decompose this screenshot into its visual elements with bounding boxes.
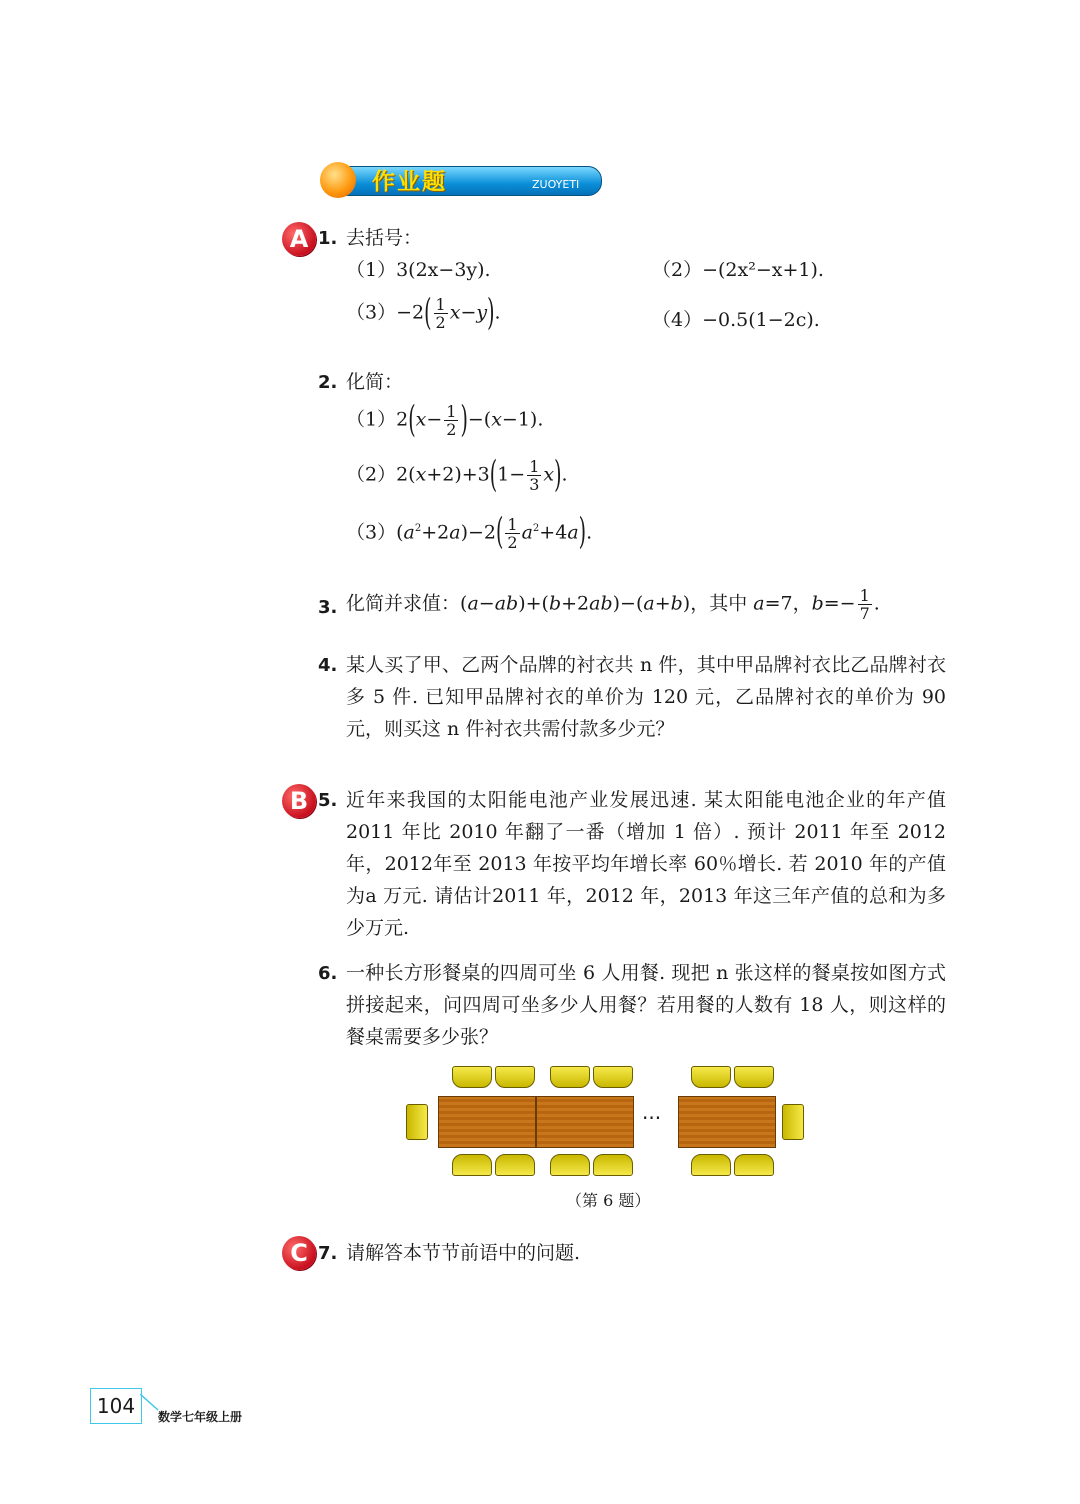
q6-text: 一种长方形餐桌的四周可坐 6 人用餐. 现把 n 张这样的餐桌按如图方式拼接起来，问四周可坐多少人用餐？若用餐的人数有 18 人，则这样的餐桌需要多少张？ (346, 962, 946, 1048)
q3-text: 化简并求值：(a−ab)+(b+2ab)−(a+b)，其中 a=7，b=− $\frac{1}{7}$ . (346, 586, 880, 623)
section-banner (320, 160, 602, 198)
q5-number: 5. (318, 790, 338, 811)
q1-part4: （4）−0.5(1−2c). (652, 309, 820, 331)
chair (734, 1154, 774, 1176)
q3-number: 3. (318, 597, 338, 618)
q7-text: 请解答本节节前语中的问题. (346, 1242, 581, 1264)
chair (550, 1066, 590, 1088)
chair (406, 1104, 428, 1140)
q2-part1: （1）2(x− $\frac{1}{2}$ )−(x−1). (346, 398, 544, 441)
q1-part3: （3）−2( $\frac{1}{2}$ x−y). (346, 291, 501, 334)
chair (495, 1154, 535, 1176)
table-figure (400, 1062, 820, 1182)
q4-number: 4. (318, 655, 338, 676)
q1-part1: （1）3(2x−3y). (346, 259, 491, 281)
q4-text: 某人买了甲、乙两个品牌的衬衣共 n 件，其中甲品牌衬衣比乙品牌衬衣多 5 件. 已知甲品牌衬衣的单价为 120 元，乙品牌衬衣的单价为 90 元，则买这 n 件衬衣共需付款多少元？ (346, 654, 946, 740)
page-tab-line (140, 1392, 160, 1416)
orange-ball-icon (320, 162, 356, 198)
q2-number: 2. (318, 372, 338, 393)
q2-part2: （2）2(x+2)+3(1− $\frac{1}{3}$ x). (346, 453, 568, 496)
q6-number: 6. (318, 963, 338, 984)
chair (550, 1154, 590, 1176)
figure-caption: （第 6 题） (566, 1191, 651, 1210)
banner-subtitle: ZUOYETI (532, 178, 580, 191)
chair (782, 1104, 804, 1140)
chair (691, 1066, 731, 1088)
level-c-badge: C (282, 1236, 316, 1270)
q1-title: 去括号： (346, 227, 423, 249)
dining-table (438, 1096, 536, 1148)
ellipsis: ··· (642, 1106, 662, 1130)
dining-table (678, 1096, 776, 1148)
q2-part3: $(3)(a^2+2a)-2$( $\frac{1}{2}$ $a^2+4a$). (346, 511, 593, 554)
page-number: 104 (96, 1394, 136, 1418)
chair (452, 1066, 492, 1088)
banner-title: 作业题 (372, 169, 447, 195)
chair (593, 1154, 633, 1176)
q2-title: 化简： (346, 371, 404, 393)
level-a-badge: A (282, 222, 316, 256)
chair (452, 1154, 492, 1176)
q5-text: 近年来我国的太阳能电池产业发展迅速. 某太阳能电池企业的年产值 2011 年比 2010 年翻了一番（增加 1 倍）. 预计 2011 年至 2012 年，2012年至 2013 年按平均年增长率 60％增长. 若 2010 年的产值为a 万元. 请估计2011 年，2012 年，2013 年这三年产值的总和为多少万元. (346, 789, 946, 939)
q1-part2: （2）−(2x²−x+1). (652, 259, 824, 281)
book-title: 数学七年级上册 (158, 1410, 243, 1424)
q7-number: 7. (318, 1243, 338, 1264)
chair (495, 1066, 535, 1088)
dining-table (536, 1096, 634, 1148)
level-b-badge: B (282, 784, 316, 818)
q1-number: 1. (318, 228, 338, 249)
chair (734, 1066, 774, 1088)
chair (593, 1066, 633, 1088)
page-number-box (90, 1388, 142, 1424)
chair (691, 1154, 731, 1176)
